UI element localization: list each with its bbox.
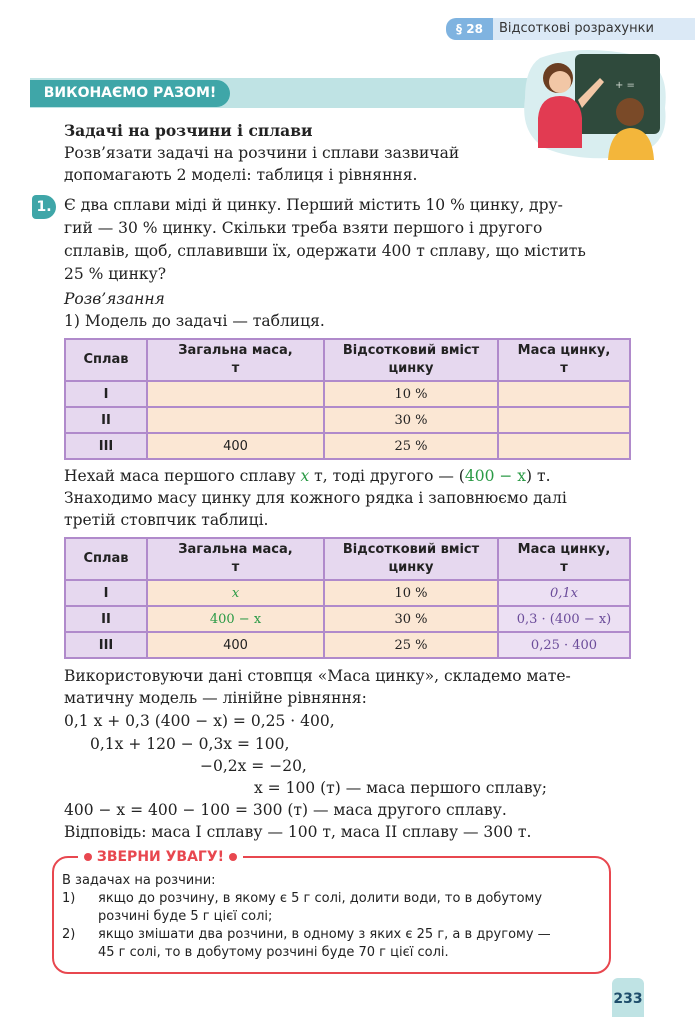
col-header-total-mass: Загальна маса, т <box>147 538 324 580</box>
problem-line: Є два сплави міді й цинку. Перший містить 10 % цинку, дру- <box>64 196 563 214</box>
cell-total-mass: 400 <box>147 632 324 658</box>
cell-zinc-mass: 0,3 · (400 − x) <box>498 606 630 632</box>
section-number: § 28 <box>446 18 493 40</box>
middle-line: третій стовпчик таблиці. <box>64 511 269 529</box>
table-row <box>65 606 630 632</box>
svg-text:+ =: + = <box>615 80 635 91</box>
step-1: 1) Модель до задачі — таблиця. <box>64 312 325 330</box>
cell-alloy: I <box>65 381 147 407</box>
table-row <box>65 580 630 606</box>
cell-total-mass: 400 − x <box>147 606 324 632</box>
cell-alloy: II <box>65 606 147 632</box>
page-header <box>446 18 695 40</box>
cell-zinc-mass: 0,25 · 400 <box>498 632 630 658</box>
cell-percent: 10 % <box>324 580 498 606</box>
intro-line: допомагають 2 моделі: таблиця і рівняння. <box>64 166 418 184</box>
cell-zinc-mass: 0,1x <box>498 580 630 606</box>
cell-zinc-mass <box>498 433 630 459</box>
intro-line: Розв’язати задачі на розчини і сплави зазвичай <box>64 144 460 162</box>
cell-percent: 30 % <box>324 606 498 632</box>
col-header-zinc-mass: Маса цинку, т <box>498 538 630 580</box>
answer: Відповідь: маса I сплаву — 100 т, маса II сплаву — 300 т. <box>64 823 532 841</box>
table-row <box>65 632 630 658</box>
equation-step: 0,1x + 120 − 0,3x = 100, <box>90 735 290 753</box>
classroom-illustration <box>520 48 670 160</box>
page-number: 233 <box>612 978 644 1017</box>
bullet-dot-icon <box>84 853 92 861</box>
col-header-alloy: Сплав <box>65 538 147 580</box>
cell-total-mass: 400 <box>147 433 324 459</box>
equation-intro: Використовуючи дані стовпця «Маса цинку», складемо мате- <box>64 667 571 685</box>
table-row <box>65 381 630 407</box>
col-header-alloy: Сплав <box>65 339 147 381</box>
equation-intro: матичну модель — лінійне рівняння: <box>64 689 367 707</box>
cell-zinc-mass <box>498 381 630 407</box>
cell-total-mass <box>147 381 324 407</box>
problem-line: 25 % цинку? <box>64 265 167 283</box>
cell-percent: 25 % <box>324 433 498 459</box>
col-header-percent: Відсотковий вміст цинку <box>324 538 498 580</box>
cell-percent: 30 % <box>324 407 498 433</box>
cell-alloy: II <box>65 407 147 433</box>
list-item: 1) якщо до розчину, в якому є 5 г солі, долити води, то в добутому розчині буде 5 г цієї солі; <box>62 891 543 924</box>
cell-percent: 25 % <box>324 632 498 658</box>
cell-alloy: III <box>65 632 147 658</box>
problem-number: 1. <box>32 195 56 219</box>
cell-percent: 10 % <box>324 381 498 407</box>
middle-line: Знаходимо масу цинку для кожного рядка і заповнюємо далі <box>64 489 567 507</box>
attention-body <box>62 872 602 962</box>
cell-alloy: III <box>65 433 147 459</box>
attention-intro: В задачах на розчини: <box>62 873 216 888</box>
solution-label: Розв’язання <box>64 290 165 308</box>
attention-title: ЗВЕРНИ УВАГУ! <box>78 847 243 867</box>
equation-step: −0,2x = −20, <box>200 757 307 775</box>
middle-line: Нехай маса першого сплаву x т, тоді другого — (400 − x) т. <box>64 467 551 485</box>
table-filled <box>64 537 631 659</box>
col-header-total-mass: Загальна маса, т <box>147 339 324 381</box>
section-title: Відсоткові розрахунки <box>493 18 695 40</box>
table-row <box>65 433 630 459</box>
col-header-percent: Відсотковий вміст цинку <box>324 339 498 381</box>
equation-step: x = 100 (т) — маса першого сплаву; <box>254 779 547 797</box>
problem-line: сплавів, щоб, сплавивши їх, одержати 400 т сплаву, що містить <box>64 242 586 260</box>
cell-alloy: I <box>65 580 147 606</box>
equation-step: 0,1 x + 0,3 (400 − x) = 0,25 · 400, <box>64 712 335 730</box>
table-empty <box>64 338 631 460</box>
cell-zinc-mass <box>498 407 630 433</box>
bullet-dot-icon <box>229 853 237 861</box>
table-row <box>65 407 630 433</box>
cell-total-mass <box>147 407 324 433</box>
col-header-zinc-mass: Маса цинку, т <box>498 339 630 381</box>
equation-step: 400 − x = 400 − 100 = 300 (т) — маса другого сплаву. <box>64 801 507 819</box>
banner-label: ВИКОНАЄМО РАЗОМ! <box>30 80 230 107</box>
cell-total-mass: x <box>147 580 324 606</box>
list-item: 2) якщо змішати два розчини, в одному з яких є 25 г, а в другому — 45 г солі, то в добутому розчині буде 70 г цієї солі. <box>62 927 551 960</box>
problem-line: гий — 30 % цинку. Скільки треба взяти першого і другого <box>64 219 543 237</box>
intro-title: Задачі на розчини і сплави <box>64 121 313 140</box>
